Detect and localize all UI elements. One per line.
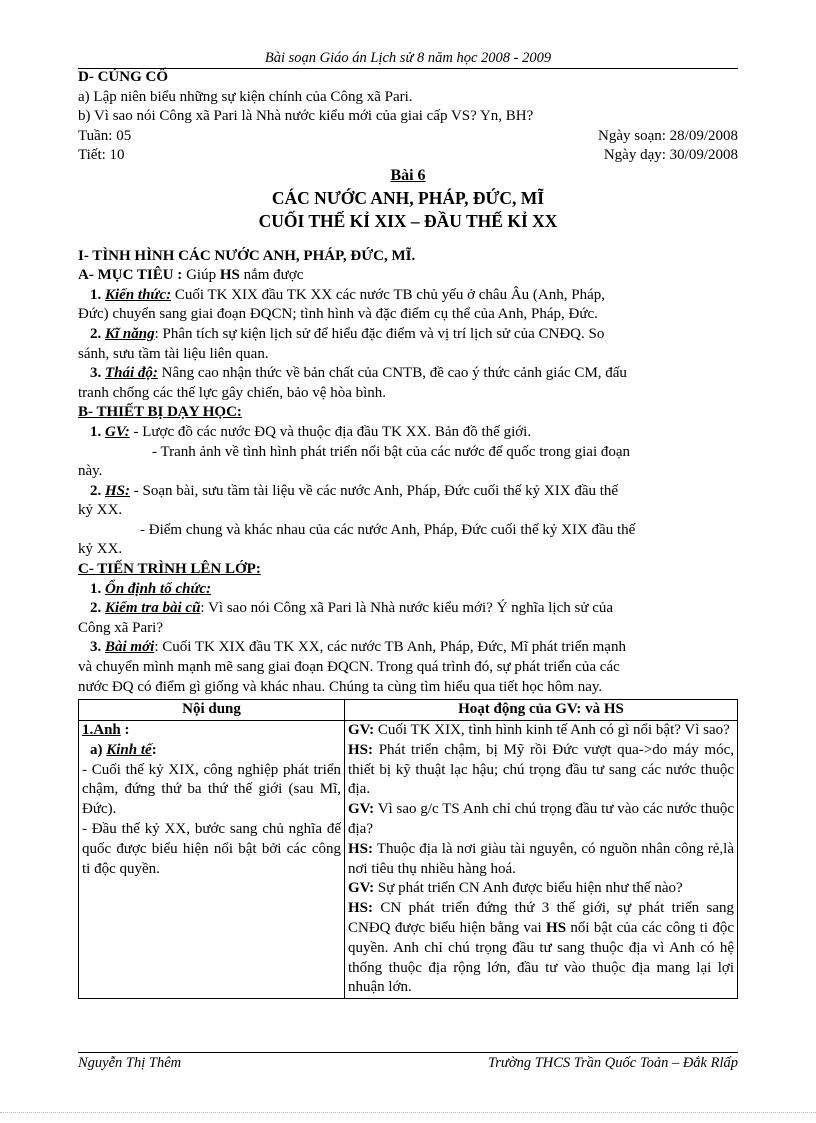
lesson-content-table (78, 699, 738, 999)
hs-answer-3 (348, 899, 734, 998)
thai-do-number: 3. (90, 365, 105, 382)
hs3-label: HS: (348, 900, 374, 917)
ki-nang-label: Kĩ năng (105, 325, 155, 342)
on-dinh-number: 1. (90, 580, 105, 597)
bai-moi-line-1 (78, 638, 738, 658)
thai-do-line-1 (78, 364, 738, 384)
table-header-activity: Hoạt động của GV: và HS (345, 700, 738, 721)
thiet-bi-heading: B- THIẾT BỊ DẠY HỌC: (78, 404, 242, 421)
meta-row-2 (78, 146, 738, 166)
lesson-heading (78, 166, 738, 187)
hs-label: HS: (105, 482, 131, 499)
gv3-text: Sự phát triển CN Anh được biểu hiện như thế nào? (374, 880, 683, 897)
anh-label: 1.Anh (82, 722, 121, 739)
cung-co-question-b: b) Vì sao nói Công xã Pari là Nhà nước kiểu mới của giai cấp VS? Yn, BH? (78, 108, 534, 125)
gv-question-2 (348, 800, 734, 840)
page-footer (78, 1052, 738, 1072)
bai-moi-text-1: : Cuối TK XIX đầu TK XX, các nước TB Anh, Pháp, Đức, Mĩ phát triển mạnh (154, 639, 626, 656)
kiem-tra-line-1 (78, 599, 738, 619)
meta-row-1 (78, 127, 738, 147)
teach-date: Ngày dạy: 30/09/2008 (603, 147, 738, 164)
activity-cell (345, 721, 738, 999)
muc-tieu-intro-end: nắm được (239, 267, 304, 284)
hs1-label: HS: (348, 741, 374, 758)
hs-line-1 (78, 482, 738, 502)
cung-co-heading: D- CỦNG CỐ (78, 69, 168, 85)
bai-moi-text-2: và chuyển mình mạnh mẽ sang giai đoạn ĐQCN. Trong quá trình đó, sự phát triển của các (78, 659, 620, 676)
ki-nang-number: 2. (90, 325, 105, 342)
thai-do-label: Thái độ: (105, 365, 158, 382)
gv1-label: GV: (348, 722, 375, 739)
hs-number: 2. (90, 482, 105, 499)
kien-thuc-line-1 (78, 286, 738, 306)
gv2-text: Vì sao g/c TS Anh chỉ chú trọng đầu tư vào các nước thuộc địa? (348, 801, 734, 837)
gv-question-3 (348, 879, 734, 899)
footer-school: Trường THCS Trần Quốc Toản – Đắk Rlấp (488, 1055, 738, 1071)
table-row (79, 721, 738, 999)
gv-label: GV: (105, 423, 130, 440)
gv2-label: GV: (348, 801, 375, 818)
muc-tieu-line (78, 266, 738, 286)
lesson-number: Bài 6 (390, 166, 426, 184)
muc-tieu-heading: A- MỤC TIÊU : (78, 267, 183, 284)
kien-thuc-number: 1. (90, 286, 105, 303)
hs-answer-2 (348, 840, 734, 880)
page-header: Bài soạn Giáo án Lịch sử 8 năm học 2008 - 2009 (78, 50, 738, 69)
gv-question-1 (348, 721, 734, 741)
gv-text-2: - Tranh ảnh về tình hình phát triển nổi bật của các nước đế quốc trong giai đoạn (152, 443, 631, 460)
document-body (78, 68, 738, 999)
ki-nang-text-2: sánh, sưu tầm tài liệu liên quan. (78, 345, 269, 362)
hs-text-3: - Điểm chung và khác nhau của các nước Anh, Pháp, Đức cuối thế kỷ XIX đầu thế (140, 521, 636, 538)
on-dinh-label: Ổn định tổ chức: (105, 580, 212, 597)
anh-heading (82, 721, 341, 741)
hs2-text: Thuộc địa là nơi giàu tài nguyên, có nguồn nhân công rẻ,là nơi tiêu thụ nhiều hàng hoá. (348, 840, 734, 877)
kiem-tra-number: 2. (90, 600, 105, 617)
bai-moi-text-3: nước ĐQ có điểm gì giống và khác nhau. Chúng ta cùng tìm hiểu qua tiết học hôm nay. (78, 678, 603, 695)
gv-line-1 (78, 423, 738, 443)
gv-text-3: này. (78, 463, 103, 480)
hs-text-2: kỷ XX. (78, 502, 123, 519)
ki-nang-text-1: : Phân tích sự kiện lịch sử để hiểu đặc điểm và vị trí lịch sử của CNĐQ. So (154, 325, 605, 342)
lesson-title-1: CÁC NƯỚC ANH, PHÁP, ĐỨC, MĨ (271, 187, 545, 208)
cung-co-question-a: a) Lập niên biểu những sự kiện chính của Công xã Pari. (78, 88, 413, 105)
kien-thuc-text-1: Cuối TK XIX đầu TK XX các nước TB chủ yếu ở châu Âu (Anh, Pháp, (171, 286, 605, 303)
table-header-content: Nội dung (79, 700, 345, 721)
table-header-row (79, 700, 738, 721)
bai-moi-label: Bài mới (105, 639, 155, 656)
hs2-label: HS: (348, 840, 374, 857)
lesson-title-2: CUỐI THẾ KỈ XIX – ĐẦU THẾ KỈ XX (258, 210, 558, 231)
kiem-tra-label: Kiểm tra bài cũ (105, 600, 201, 617)
hs-text-4: kỷ XX. (78, 541, 123, 558)
on-dinh-line (78, 580, 738, 600)
hs-text-1: - Soạn bài, sưu tầm tài liệu về các nước Anh, Pháp, Đức cuối thế kỷ XIX đầu thế (130, 482, 619, 499)
content-paragraph-2: - Đầu thế kỷ XX, bước sang chủ nghĩa đế quốc được biểu hiện nổi bật bởi các công ti độc quyền. (82, 821, 341, 877)
kinh-te-prefix: a) (90, 741, 107, 758)
anh-colon: : (120, 722, 130, 739)
page-bottom-divider (0, 1112, 816, 1113)
gv1-text: Cuối TK XIX, tình hình kinh tế Anh có gì nổi bật? Vì sao? (374, 722, 730, 739)
gv3-label: GV: (348, 880, 375, 897)
hs-answer-1 (348, 741, 734, 800)
hs1-text: Phát triển chậm, bị Mỹ rồi Đức vượt qua->do máy móc, thiết bị kỹ thuật lạc hậu; chú trọng đầu tư sang các nước thuộc địa. (348, 741, 734, 798)
content-paragraph-1: - Cuối thế kỷ XIX, công nghiệp phát triển chậm, đứng thứ ba thứ thế giới (sau Mĩ, Đức). (82, 761, 341, 818)
prepare-date: Ngày soạn: 28/09/2008 (598, 127, 738, 144)
section-1-heading: I- TÌNH HÌNH CÁC NƯỚC ANH, PHÁP, ĐỨC, MĨ. (78, 247, 416, 264)
kinh-te-label: Kinh tế (106, 741, 152, 758)
kinh-te-colon: : (151, 741, 157, 758)
muc-tieu-hs: HS (219, 267, 240, 284)
period-label: Tiết: 10 (78, 147, 125, 164)
kinh-te-heading (82, 741, 341, 761)
footer-author: Nguyễn Thị Thêm (78, 1055, 182, 1071)
muc-tieu-intro: Giúp (182, 267, 220, 284)
thai-do-text-2: tranh chống các thế lực gây chiến, bảo vệ hòa bình. (78, 384, 387, 401)
gv-number: 1. (90, 423, 105, 440)
hs3-hs: HS (546, 919, 567, 936)
kiem-tra-text-2: Công xã Pari? (78, 619, 163, 636)
bai-moi-number: 3. (90, 639, 105, 656)
kien-thuc-label: Kiến thức: (105, 286, 172, 303)
thai-do-text-1: Nâng cao nhận thức về bản chất của CNTB, đề cao ý thức cảnh giác CM, đấu (157, 365, 627, 382)
tien-trinh-heading: C- TIẾN TRÌNH LÊN LỚP: (78, 561, 261, 578)
content-cell (79, 721, 345, 999)
week-label: Tuần: 05 (78, 127, 132, 144)
kien-thuc-text-2: Đức) chuyển sang giai đoạn ĐQCN; tình hình và đặc điểm cụ thể của Anh, Pháp, Đức. (78, 306, 598, 323)
hs3-text-b: nổi bật của các công ti độc quyền. Anh chỉ chú trọng đầu tư sang thuộc địa vì Anh có hệ thống thuộc địa rộng lớn, đầu tư vào thuộc địa mang lại lợi nhuận lớn. (348, 919, 735, 996)
hs3-text-a: CN phát triển đứng thứ 3 thế giới, sự phát triển sang CNĐQ được biểu hiện bằng vai (348, 900, 734, 936)
ki-nang-line-1 (78, 325, 738, 345)
gv-text-1: - Lược đồ các nước ĐQ và thuộc địa đầu TK XX. Bản đồ thế giới. (129, 423, 532, 440)
kiem-tra-text-1: : Vì sao nói Công xã Pari là Nhà nước kiểu mới? Ý nghĩa lịch sử của (200, 600, 614, 617)
